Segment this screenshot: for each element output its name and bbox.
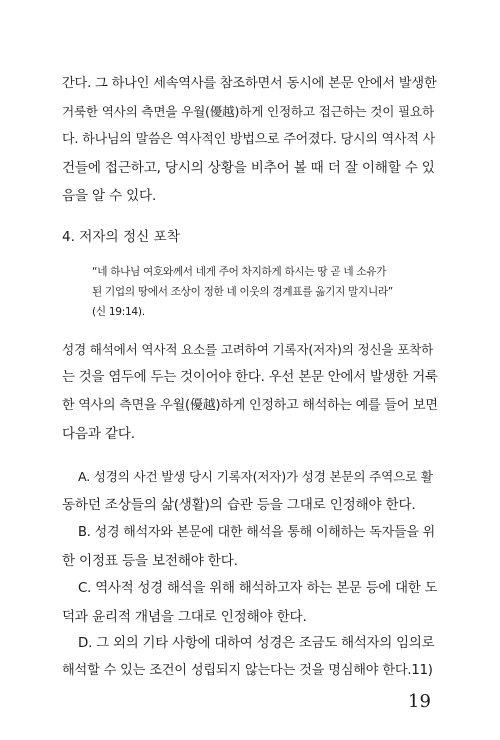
paragraph2-line: 다음과 같다. [62,426,135,442]
paragraph1-line: 음을 알 수 있다. [62,188,157,204]
list-item-c: C. 역사적 성경 해석을 위해 해석하고자 하는 본문 등에 대한 도 [78,581,438,596]
page-number: 19 [408,691,431,712]
list-item-a-cont: 동하던 조상들의 삶(생활)의 습관 등을 그대로 인정해야 한다. [62,497,416,513]
quote-line: “네 하나님 여호와께서 네게 주어 차지하게 하시는 땅 곧 네 소유가 [92,266,387,278]
list-item-d: D. 그 외의 기타 사항에 대하여 성경은 조금도 해석자의 임의로 [78,636,435,651]
paragraph1-line: 다. 하나님의 말씀은 역사적인 방법으로 주어졌다. 당시의 역사적 사 [62,132,435,147]
paragraph1-line: 거룩한 역사의 측면을 우월(優越)하게 인정하고 접근하는 것이 필요하 [62,104,434,119]
paragraph2-line: 한 역사의 측면을 우월(優越)하게 인정하고 해석하는 예를 들어 보면 [62,398,438,413]
paragraph2-line: 는 것을 염두에 두는 것이어야 한다. 우선 본문 안에서 발생한 거룩 [62,370,438,385]
list-item-a: A. 성경의 사건 발생 당시 기록자(저자)가 성경 본문의 주역으로 활 [78,469,433,484]
quote-citation: (신 19:14). [92,306,145,318]
quote-line: 된 기업의 땅에서 조상이 정한 네 이웃의 경계표를 옮기지 말지니라” [92,286,393,298]
paragraph1-line: 건들에 접근하고, 당시의 상황을 비추어 볼 때 더 잘 이해할 수 있 [62,160,435,176]
list-item-b: B. 성경 해석자와 본문에 대한 해석을 통해 이해하는 독자들을 위 [78,525,435,540]
paragraph2-line: 성경 해석에서 역사적 요소를 고려하여 기록자(저자)의 정신을 포착하 [62,342,434,357]
list-item-b-cont: 한 이정표 등을 보전해야 한다. [62,553,238,569]
paragraph1-line: 간다. 그 하나인 세속역사를 참조하면서 동시에 본문 안에서 발생한 [62,76,437,91]
section-heading: 4. 저자의 정신 포착 [62,229,180,245]
list-item-d-cont: 해석할 수 있는 조건이 성립되지 않는다는 것을 명심해야 한다.11) [62,663,433,678]
list-item-c-cont: 덕과 윤리적 개념을 그대로 인정해야 한다. [62,609,307,625]
